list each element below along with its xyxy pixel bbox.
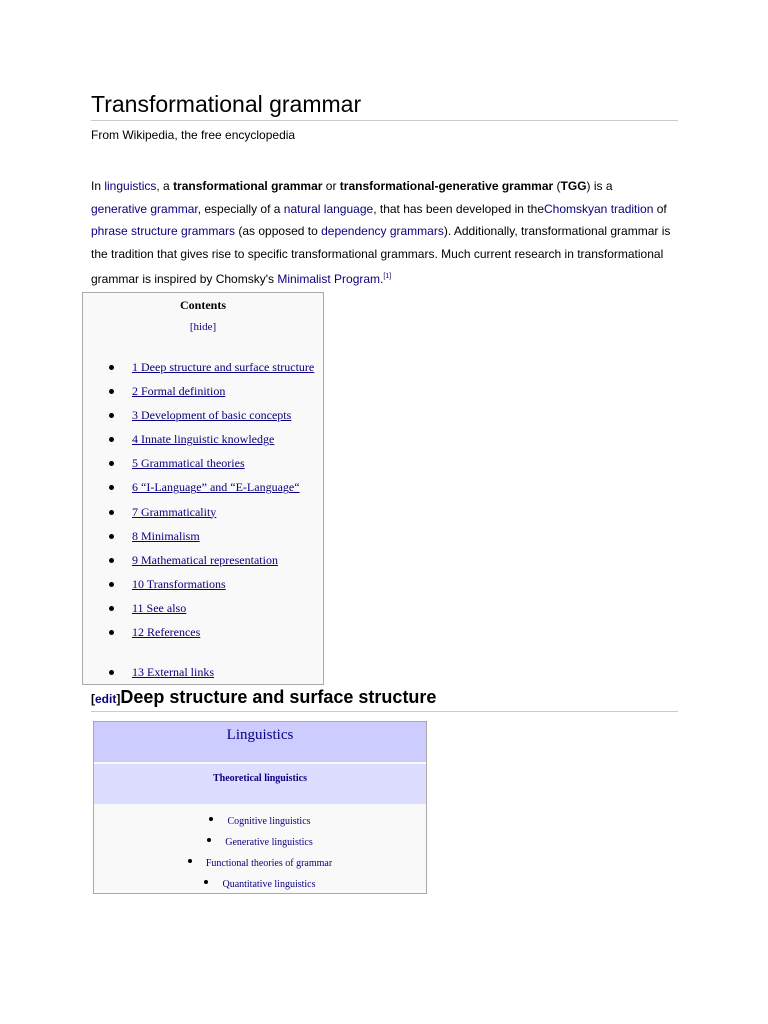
toc-item (109, 383, 314, 407)
infobox-subtitle-label[interactable]: Theoretical linguistics (213, 773, 307, 784)
intro-text: In (91, 179, 105, 193)
link-dependency-grammars[interactable]: dependency grammars (321, 224, 444, 239)
intro-text: or (322, 179, 340, 193)
section-heading (91, 687, 678, 712)
infobox-title[interactable] (94, 722, 426, 762)
infobox-link[interactable]: Quantitative linguistics (222, 879, 316, 890)
toc-link[interactable]: 6 “I-Language” and “E-Language“ (132, 480, 300, 495)
toc-title: Contents (179, 298, 226, 312)
intro-text: , that has been developed in the (373, 201, 544, 216)
edit-bracket: ] (116, 692, 121, 706)
toc-link[interactable]: 7 Grammaticality (132, 504, 217, 519)
bold-term: transformational-generative grammar (339, 179, 554, 193)
toc-item (109, 576, 314, 600)
page-title: Transformational grammar (91, 90, 678, 121)
toc-item (109, 455, 314, 479)
toc-item (109, 664, 314, 688)
intro-text: , a (156, 179, 174, 193)
infobox-item (94, 832, 426, 853)
toc-item (109, 479, 314, 503)
link-natural-language[interactable]: natural language (283, 201, 374, 216)
toc-link[interactable]: 10 Transformations (132, 576, 226, 591)
infobox-item (94, 874, 426, 894)
bold-term: transformational grammar (173, 179, 323, 193)
infobox-item (94, 811, 426, 832)
intro-text: . (380, 271, 384, 286)
toc-item (109, 528, 314, 552)
bullet-icon (188, 859, 192, 863)
toc-item (109, 552, 314, 576)
infobox-title-label[interactable]: Linguistics (226, 727, 294, 743)
toc-item (109, 407, 314, 431)
intro-text: ( (553, 179, 561, 193)
bullet-icon (109, 461, 114, 466)
toc-link[interactable]: 11 See also (132, 600, 187, 615)
toc-hide-label[interactable]: [hide] (189, 321, 217, 333)
bullet-icon (109, 630, 114, 635)
intro-text: (as opposed to (235, 224, 322, 239)
bullet-icon (207, 838, 211, 842)
link-linguistics[interactable]: linguistics (104, 179, 157, 193)
toc-link[interactable]: 3 Development of basic concepts (132, 408, 292, 423)
bullet-icon (109, 389, 114, 394)
bullet-icon (109, 413, 114, 418)
link-chomskyan-tradition[interactable]: Chomskyan tradition (544, 201, 654, 216)
edit-bracket: [ (91, 692, 95, 706)
edit-link[interactable]: edit (95, 692, 117, 706)
infobox-link[interactable]: Generative linguistics (225, 837, 313, 848)
bullet-icon (109, 670, 114, 675)
toc-link[interactable]: 9 Mathematical representation (132, 552, 278, 567)
toc-link[interactable]: 4 Innate linguistic knowledge (132, 432, 275, 447)
link-phrase-structure-grammars[interactable]: phrase structure grammars (91, 224, 236, 239)
intro-text: , especially of a (197, 201, 284, 216)
infobox-list (94, 811, 426, 894)
bullet-icon (109, 606, 114, 611)
bullet-icon (109, 437, 114, 442)
toc-item (109, 624, 314, 648)
toc-item (109, 431, 314, 455)
link-minimalist-program[interactable]: Minimalist Program (277, 271, 381, 286)
linguistics-infobox (93, 721, 427, 894)
toc-link[interactable]: 5 Grammatical theories (132, 456, 245, 471)
toc-item (109, 359, 314, 383)
intro-text: ) is a (586, 179, 613, 193)
bold-term: TGG (560, 179, 587, 193)
intro-paragraph (91, 175, 671, 291)
bullet-icon (109, 510, 114, 515)
page-tagline: From Wikipedia, the free encyclopedia (91, 128, 296, 142)
bullet-icon (109, 365, 114, 370)
toc-hide-link[interactable] (83, 321, 323, 333)
toc-link[interactable]: 8 Minimalism (132, 528, 200, 543)
intro-text: of (653, 201, 667, 216)
section-title: Deep structure and surface structure (120, 687, 437, 707)
toc-list (109, 359, 314, 688)
toc-item (109, 504, 314, 528)
toc-link[interactable]: 13 External links (132, 665, 214, 680)
reference-link[interactable]: [1] (383, 272, 392, 280)
infobox-link[interactable]: Functional theories of grammar (205, 858, 333, 869)
bullet-icon (109, 558, 114, 563)
toc-link[interactable]: 12 References (132, 625, 201, 640)
bullet-icon (109, 485, 114, 490)
bullet-icon (209, 817, 213, 821)
infobox-subtitle[interactable] (94, 764, 426, 804)
bullet-icon (109, 582, 114, 587)
link-generative-grammar[interactable]: generative grammar (91, 201, 198, 216)
toc-link[interactable]: 2 Formal definition (132, 384, 226, 399)
bullet-icon (204, 880, 208, 884)
toc-item (109, 600, 314, 624)
toc-link[interactable]: 1 Deep structure and surface structure (132, 360, 315, 374)
bullet-icon (109, 534, 114, 539)
edit-section (91, 692, 120, 706)
infobox-item (94, 853, 426, 874)
table-of-contents (82, 292, 324, 685)
intro-text: ). Additionally, transformational grammar is the tradition that gives rise to specific transformational grammars. Much current research in transformational grammar is inspired by Chomsky's (91, 224, 671, 286)
infobox-link[interactable]: Cognitive linguistics (227, 816, 311, 827)
